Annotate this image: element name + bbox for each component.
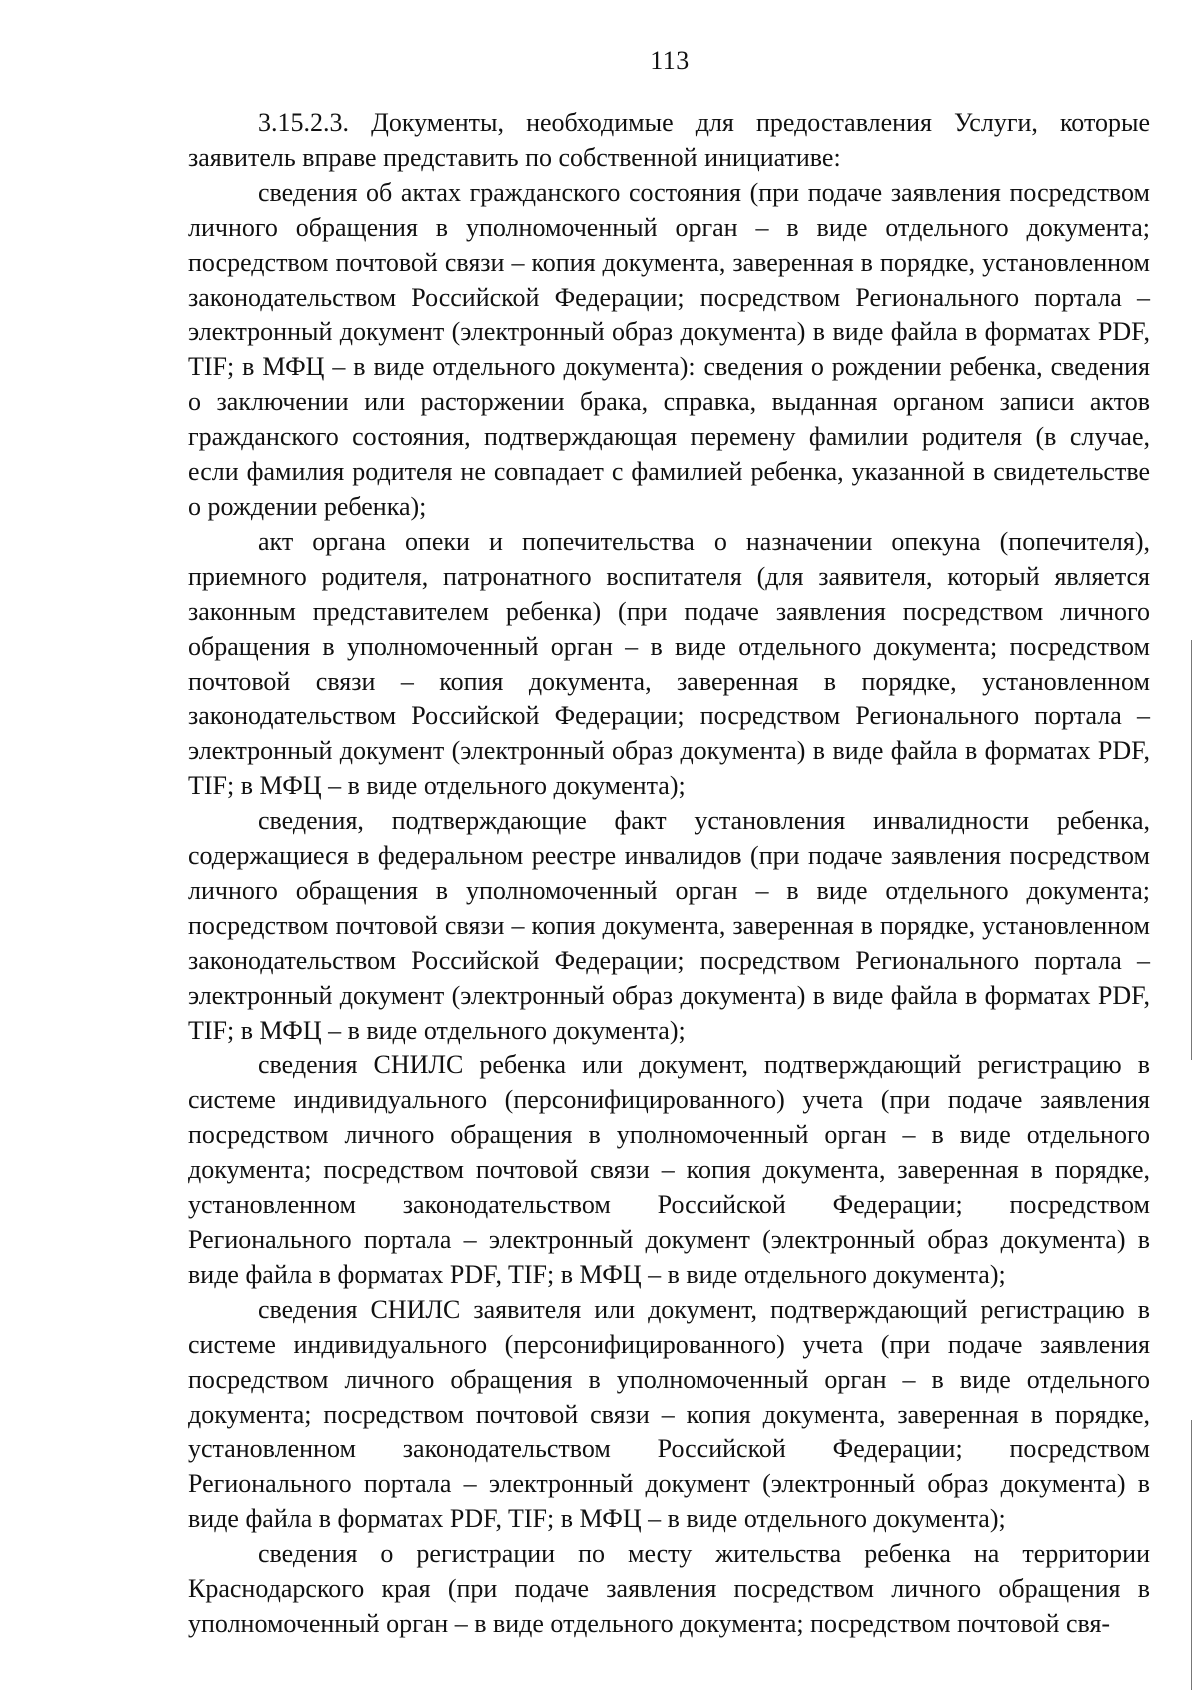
page-number: 113 [650, 46, 690, 75]
paragraph-residence-registration: сведения о регистрации по месту жительства ребенка на территории Краснодарского края (при подаче заявления посредством личного обращения в уполномоченный орган – в виде отдельного документа; посредством почтовой свя- [188, 1539, 1150, 1638]
paragraph-guardianship-act: акт органа опеки и попечительства о назначении опекуна (попечителя), приемного родителя, патронатного воспитателя (для заявителя, который является законным представителем ребенка) (при подаче заявления посредством личного обращения в уполномоченный орган – в виде отдельного документа; посредством почтовой связи – копия документа, заверенная в порядке, установленном законодательством Российской Федерации; посредством Регионального портала – электронный документ (электронный образ документа) в виде файла в форматах PDF, TIF; в МФЦ – в виде отдельного документа); [188, 526, 1150, 801]
paragraph-3-15-2-3: 3.15.2.3. Документы, необходимые для предоставления Услуги, которые заявитель вправе представить по собственной инициативе: [188, 108, 1150, 172]
document-body [188, 106, 1150, 1642]
paragraph-civil-status-records: сведения об актах гражданского состояния (при подаче заявления посредством личного обращения в уполномоченный орган – в виде отдельного документа; посредством почтовой связи – копия документа, заверенная в порядке, установленном законодательством Российской Федерации; посредством Регионального портала – электронный документ (электронный образ документа) в виде файла в форматах PDF, TIF; в МФЦ – в виде отдельного документа): сведения о рождении ребенка, сведения о заключении или расторжении брака, справка, выданная органом записи актов гражданского состояния, подтверждающая перемену фамилии родителя (в случае, если фамилия родителя не совпадает с фамилией ребенка, указанной в свидетельстве о рождении ребенка); [188, 177, 1150, 521]
scan-edge-mark [1191, 1420, 1192, 1690]
paragraph-applicant-snils: сведения СНИЛС заявителя или документ, подтверждающий регистрацию в системе индивидуального (персонифицированного) учета (при подаче заявления посредством личного обращения в уполномоченный орган – в виде отдельного документа; посредством почтовой связи – копия документа, заверенная в порядке, установленном законодательством Российской Федерации; посредством Регионального портала – электронный документ (электронный образ документа) в виде файла в форматах PDF, TIF; в МФЦ – в виде отдельного документа); [188, 1294, 1150, 1534]
paragraph-child-snils: сведения СНИЛС ребенка или документ, подтверждающий регистрацию в системе индивидуального (персонифицированного) учета (при подаче заявления посредством личного обращения в уполномоченный орган – в виде отдельного документа; посредством почтовой связи – копия документа, заверенная в порядке, установленном законодательством Российской Федерации; посредством Регионального портала – электронный документ (электронный образ документа) в виде файла в форматах PDF, TIF; в МФЦ – в виде отдельного документа); [188, 1050, 1150, 1289]
scan-edge-mark [1191, 640, 1192, 1060]
paragraph-disability-records: сведения, подтверждающие факт установления инвалидности ребенка, содержащиеся в федеральном реестре инвалидов (при подаче заявления посредством личного обращения в уполномоченный орган – в виде отдельного документа; посредством почтовой связи – копия документа, заверенная в порядке, установленном законодательством Российской Федерации; посредством Регионального портала – электронный документ (электронный образ документа) в виде файла в форматах PDF, TIF; в МФЦ – в виде отдельного документа); [188, 806, 1150, 1045]
